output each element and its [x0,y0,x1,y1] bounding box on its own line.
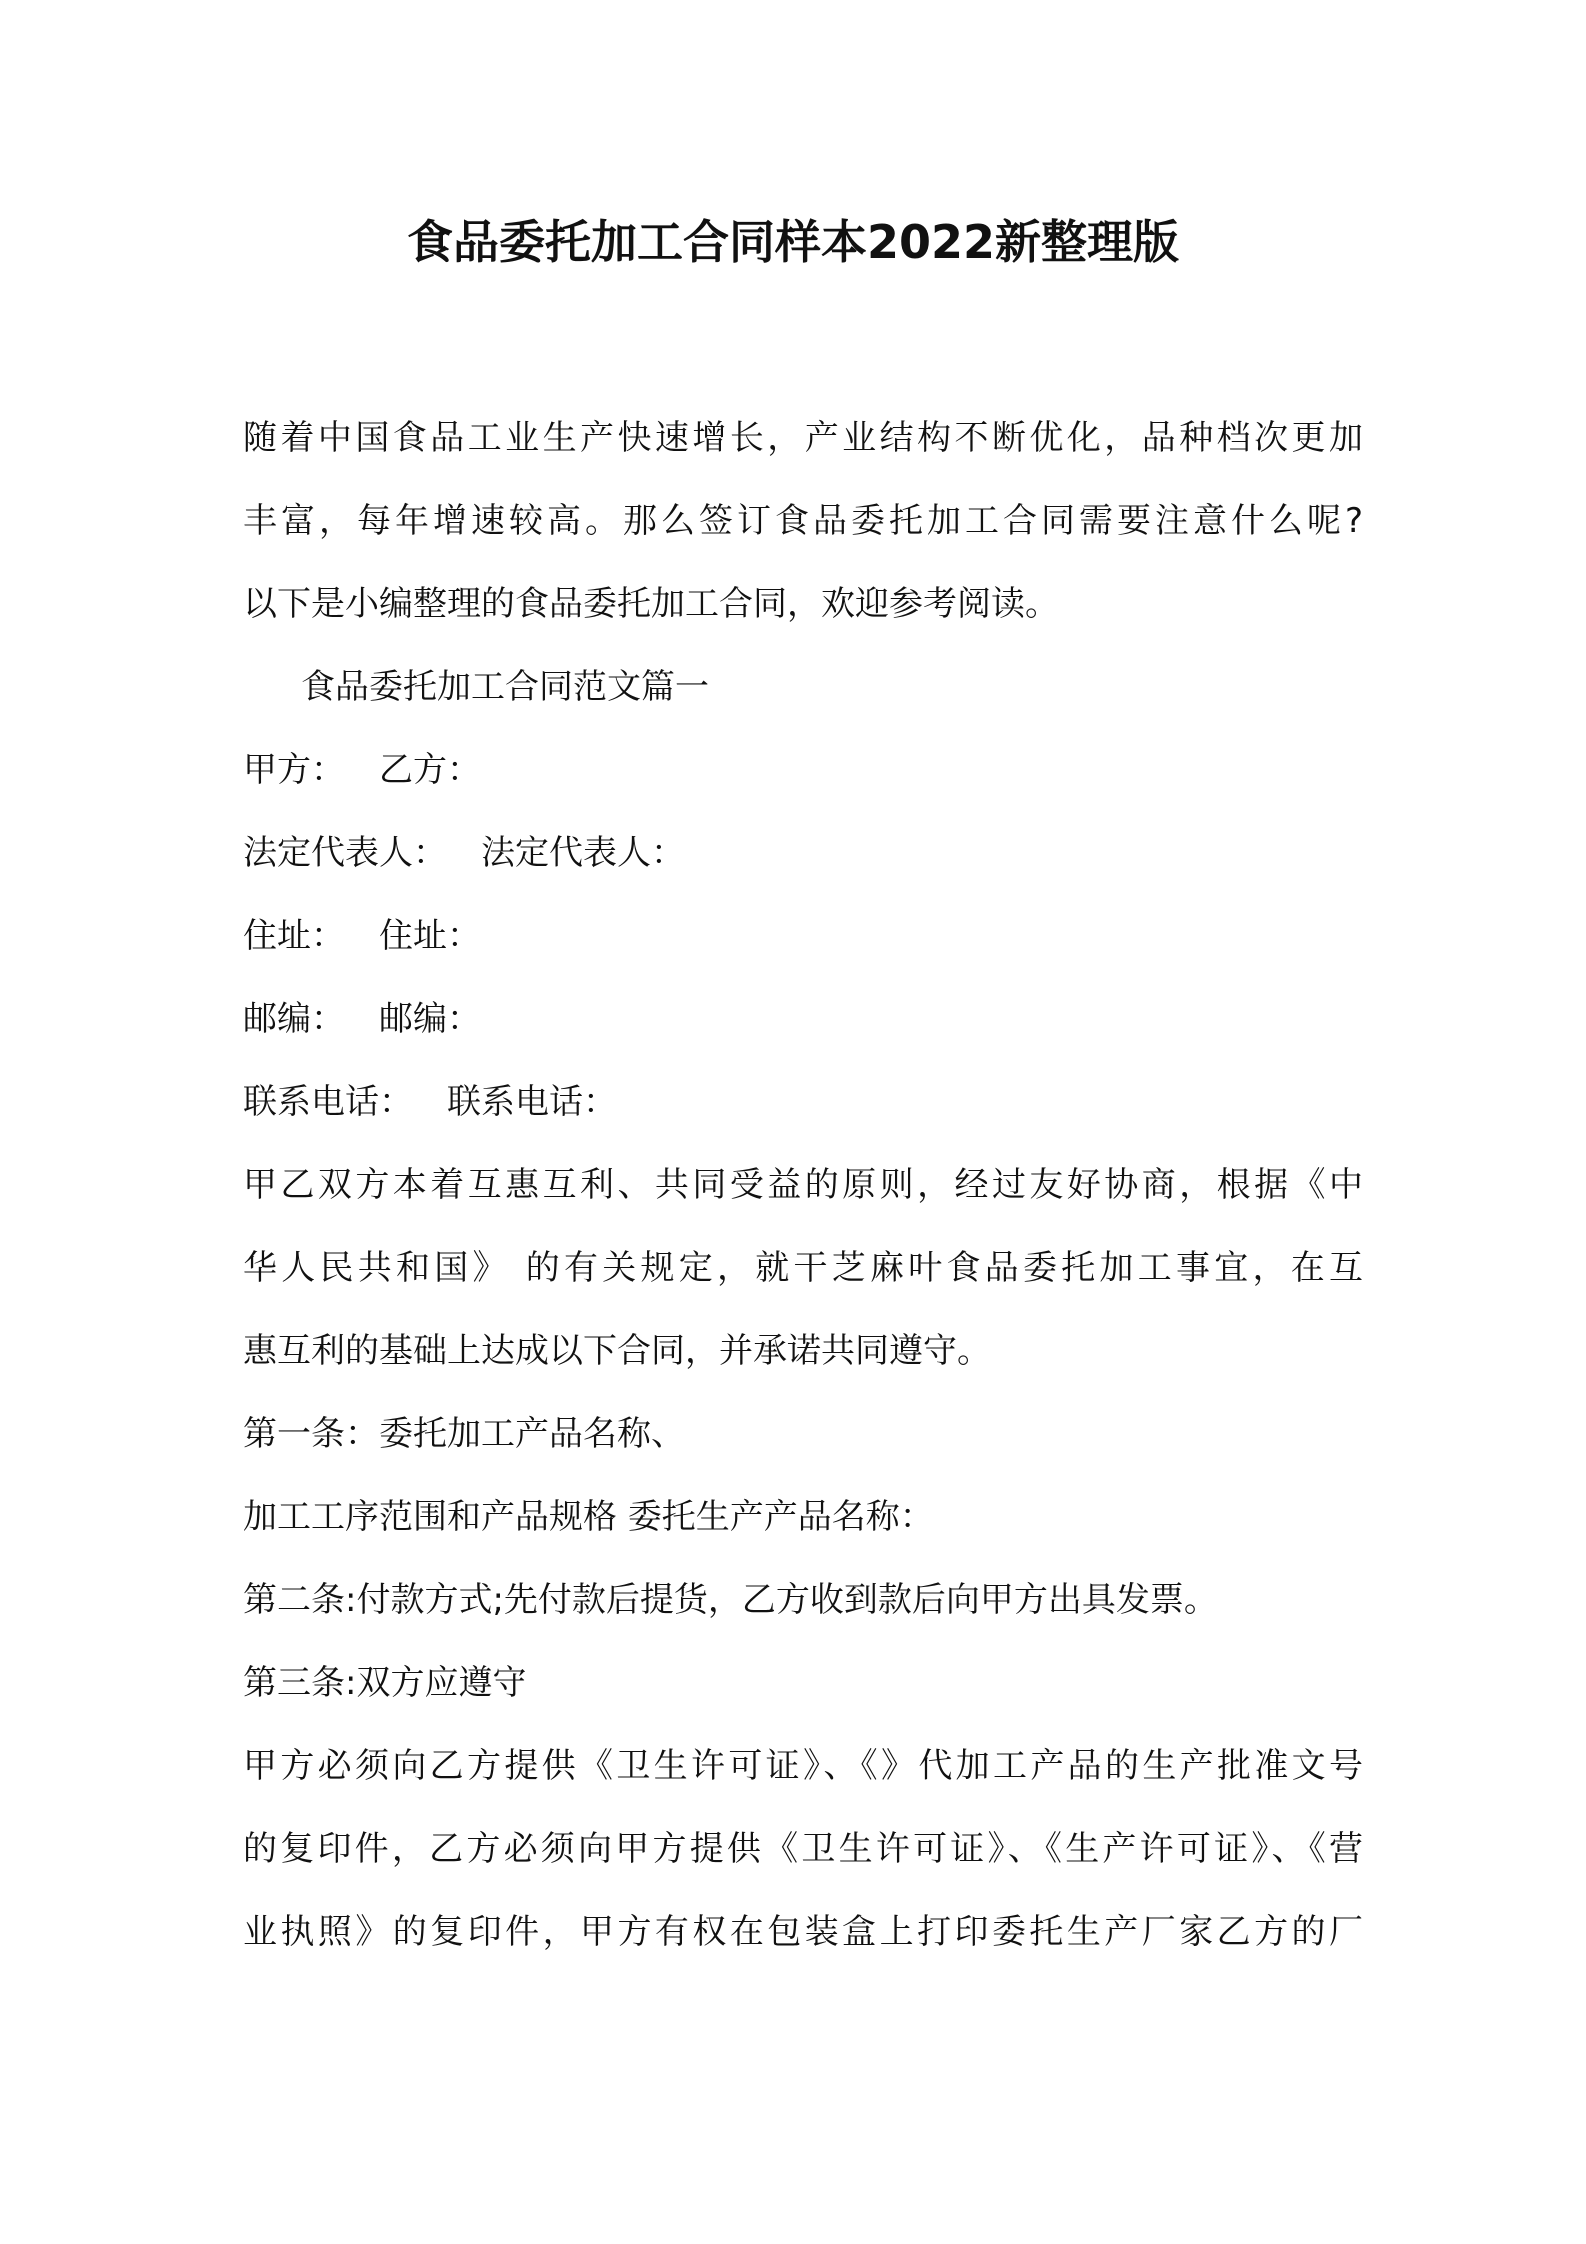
article-3-line-3: 业执照》的复印件，甲方有权在包装盒上打印委托生产厂家乙方的厂 [243,1912,1363,1952]
party-a-phone-label: 联系电话： [243,1082,413,1122]
party-row-3 [243,895,1363,978]
article-1-heading: 第一条：委托加工产品名称、 [243,1414,685,1454]
intro-line-1: 随着中国食品工业生产快速增长，产业结构不断优化，品种档次更加 [243,418,1363,458]
party-a-label: 甲方： [243,750,345,790]
article-2: 第二条:付款方式;先付款后提货，乙方收到款后向甲方出具发票。 [243,1580,1218,1620]
intro-line-3: 以下是小编整理的食品委托加工合同，欢迎参考阅读。 [243,584,1059,624]
party-a-representative-label: 法定代表人： [243,833,447,873]
section-heading: 食品委托加工合同范文篇一 [301,667,709,707]
article-3-line-2: 的复印件，乙方必须向甲方提供《卫生许可证》、《生产许可证》、《营 [243,1829,1363,1869]
party-row-2 [243,812,1363,895]
document-body [243,397,1363,1974]
document-title: 食品委托加工合同样本2022新整理版 [406,215,1180,269]
party-b-representative-label: 法定代表人： [481,833,685,873]
party-row-5 [243,1061,1363,1144]
party-a-address-label: 住址： [243,916,345,956]
article-1-detail: 加工工序范围和产品规格 委托生产产品名称： [243,1497,934,1537]
party-row-4 [243,978,1363,1061]
article-3-heading: 第三条:双方应遵守 [243,1663,527,1703]
preamble-line-2: 华人民共和国》 的有关规定，就干芝麻叶食品委托加工事宜，在互 [243,1248,1363,1288]
party-a-postcode-label: 邮编： [243,999,345,1039]
party-b-postcode-label: 邮编： [379,999,481,1039]
party-b-label: 乙方： [379,750,481,790]
party-b-address-label: 住址： [379,916,481,956]
party-b-phone-label: 联系电话： [447,1082,617,1122]
preamble-line-3: 惠互利的基础上达成以下合同，并承诺共同遵守。 [243,1331,991,1371]
party-row-1 [243,729,1363,812]
preamble-line-1: 甲乙双方本着互惠互利、共同受益的原则，经过友好协商，根据《中 [243,1165,1363,1205]
article-3-line-1: 甲方必须向乙方提供《卫生许可证》、《》代加工产品的生产批准文号 [243,1746,1363,1786]
intro-line-2: 丰富，每年增速较高。那么签订食品委托加工合同需要注意什么呢? [243,501,1363,541]
